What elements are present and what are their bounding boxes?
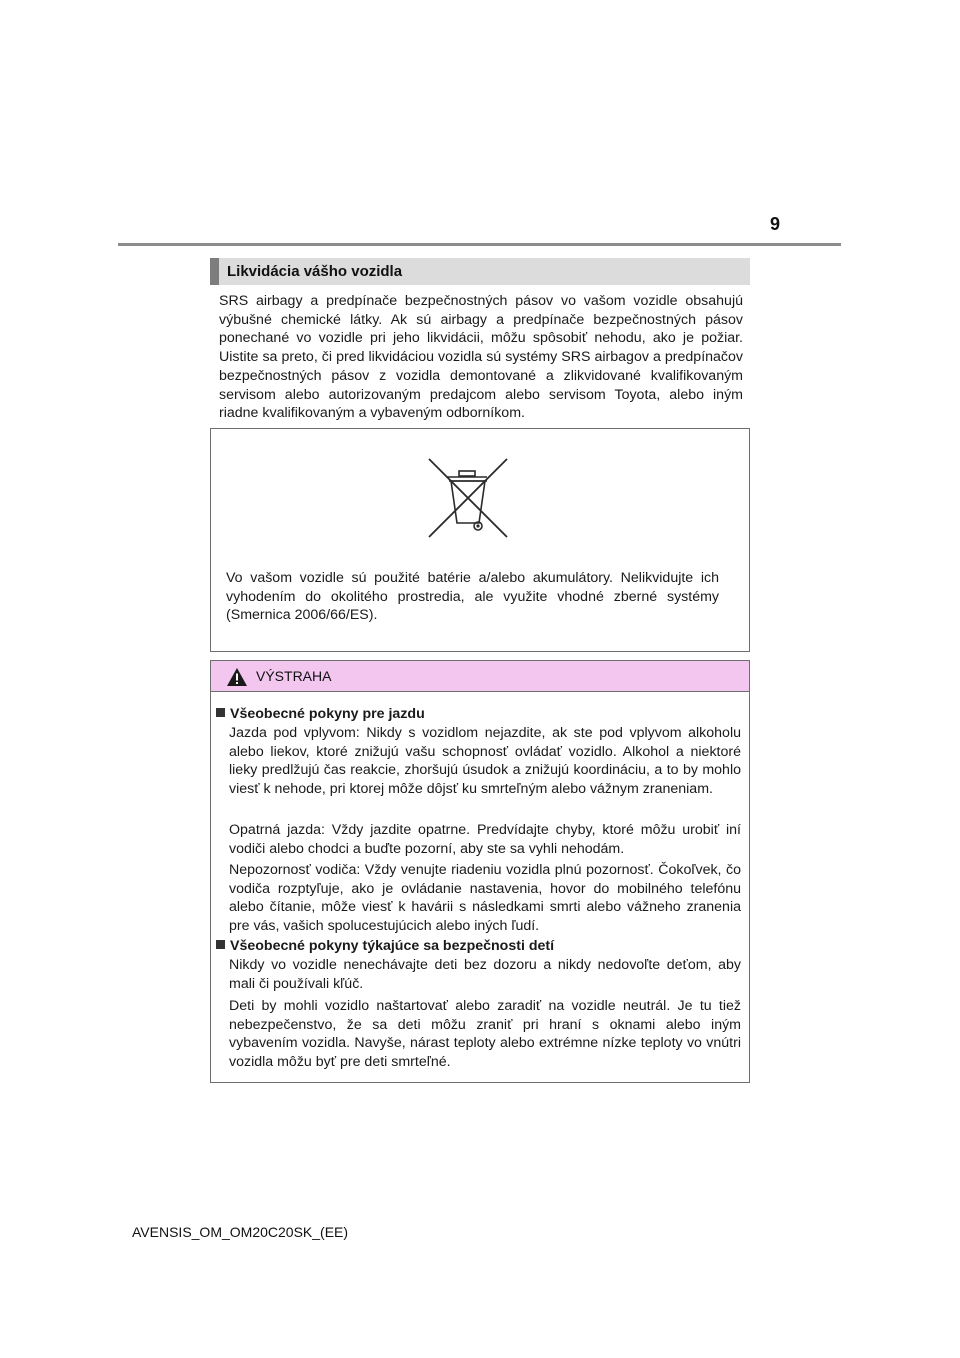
warning-heading-driving: Všeobecné pokyny pre jazdu [216, 705, 425, 723]
warning-paragraph: Deti by mohli vozidlo naštartovať alebo zaradiť na vozidle neutrál. Je tu tiež nebezpečenstvo, že sa deti môžu zraniť pri hraní s oknami alebo iným vybavením vozidla. Navyše, nárast teploty alebo extrémne nízke teploty vo vnútri vozidla môžu byť pre deti smrteľné. [229, 998, 741, 1070]
warning-header [211, 661, 749, 692]
warning-paragraph: Jazda pod vplyvom: Nikdy s vozidlom nejazdite, ak ste pod vplyvom alkoholu alebo liekov, ktoré znižujú vašu schopnosť ovládať vozidlo. Alkohol a niektoré lieky predlžujú čas reakcie, zhoršujú úsudok a znižujú koordináciu, a to by mohlo viesť k nehode, pri ktorej môže dôjsť ku smrteľným alebo vážnym zraneniam. [229, 725, 741, 797]
warning-triangle-icon [226, 667, 248, 687]
intro-paragraph: SRS airbagy a predpínače bezpečnostných pásov vo vašom vozidle obsahujú výbušné chemické látky. Ak sú airbagy a predpínače bezpečnostných pásov ponechané vo vozidle pri jeho likvidácii, môžu spôsobiť nehodu, ako je požiar. Uistite sa preto, či pred likvidáciou vozidla sú systémy SRS airbagov a predpínačov bezpečnostných pásov z vozidla demontované a zlikvidované kvalifikovaným servisom alebo autorizovaným predajcom alebo servisom Toyota, alebo iným riadne kvalifikovaným a vybaveným odborníkom. [219, 293, 743, 422]
battery-disposal-box [210, 428, 750, 652]
warning-paragraph: Opatrná jazda: Vždy jazdite opatrne. Predvídajte chyby, ktoré môžu urobiť iní vodiči alebo chodci a buďte pozorní, aby ste sa vyhli nehodám. [229, 822, 741, 857]
warning-title: VÝSTRAHA [256, 668, 332, 684]
document-code: AVENSIS_OM_OM20C20SK_(EE) [132, 1224, 349, 1240]
warning-paragraph: Nikdy vo vozidle nenechávajte deti bez dozoru a nikdy nedovoľte deťom, aby mali či používali kľúč. [229, 957, 741, 992]
page-number: 9 [769, 214, 780, 234]
warning-box [210, 660, 750, 1083]
warning-paragraph: Nepozornosť vodiča: Vždy venujte riadeniu vozidla plnú pozornosť. Čokoľvek, čo vodiča rozptyľuje, ako je ovládanie nastavenia, hovor do mobilného telefónu alebo čítanie, môže viesť k havárii s následkami smrti alebo vážneho zranenia pre vás, vašich spolucestujúcich alebo iných ľudí. [229, 862, 741, 934]
section-title: Likvidácia vášho vozidla [210, 258, 750, 285]
crossed-out-wheelie-bin-icon [427, 457, 509, 539]
square-bullet-icon [216, 940, 225, 949]
warning-heading-child-safety: Všeobecné pokyny týkajúce sa bezpečnosti detí [216, 937, 554, 955]
battery-disposal-text: Vo vašom vozidle sú použité batérie a/alebo akumulátory. Nelikvidujte ich vyhodením do okolitého prostredia, ale využite vhodné zberné systémy (Smernica 2006/66/ES). [226, 570, 719, 623]
square-bullet-icon [216, 708, 225, 717]
header-rule [118, 243, 841, 246]
